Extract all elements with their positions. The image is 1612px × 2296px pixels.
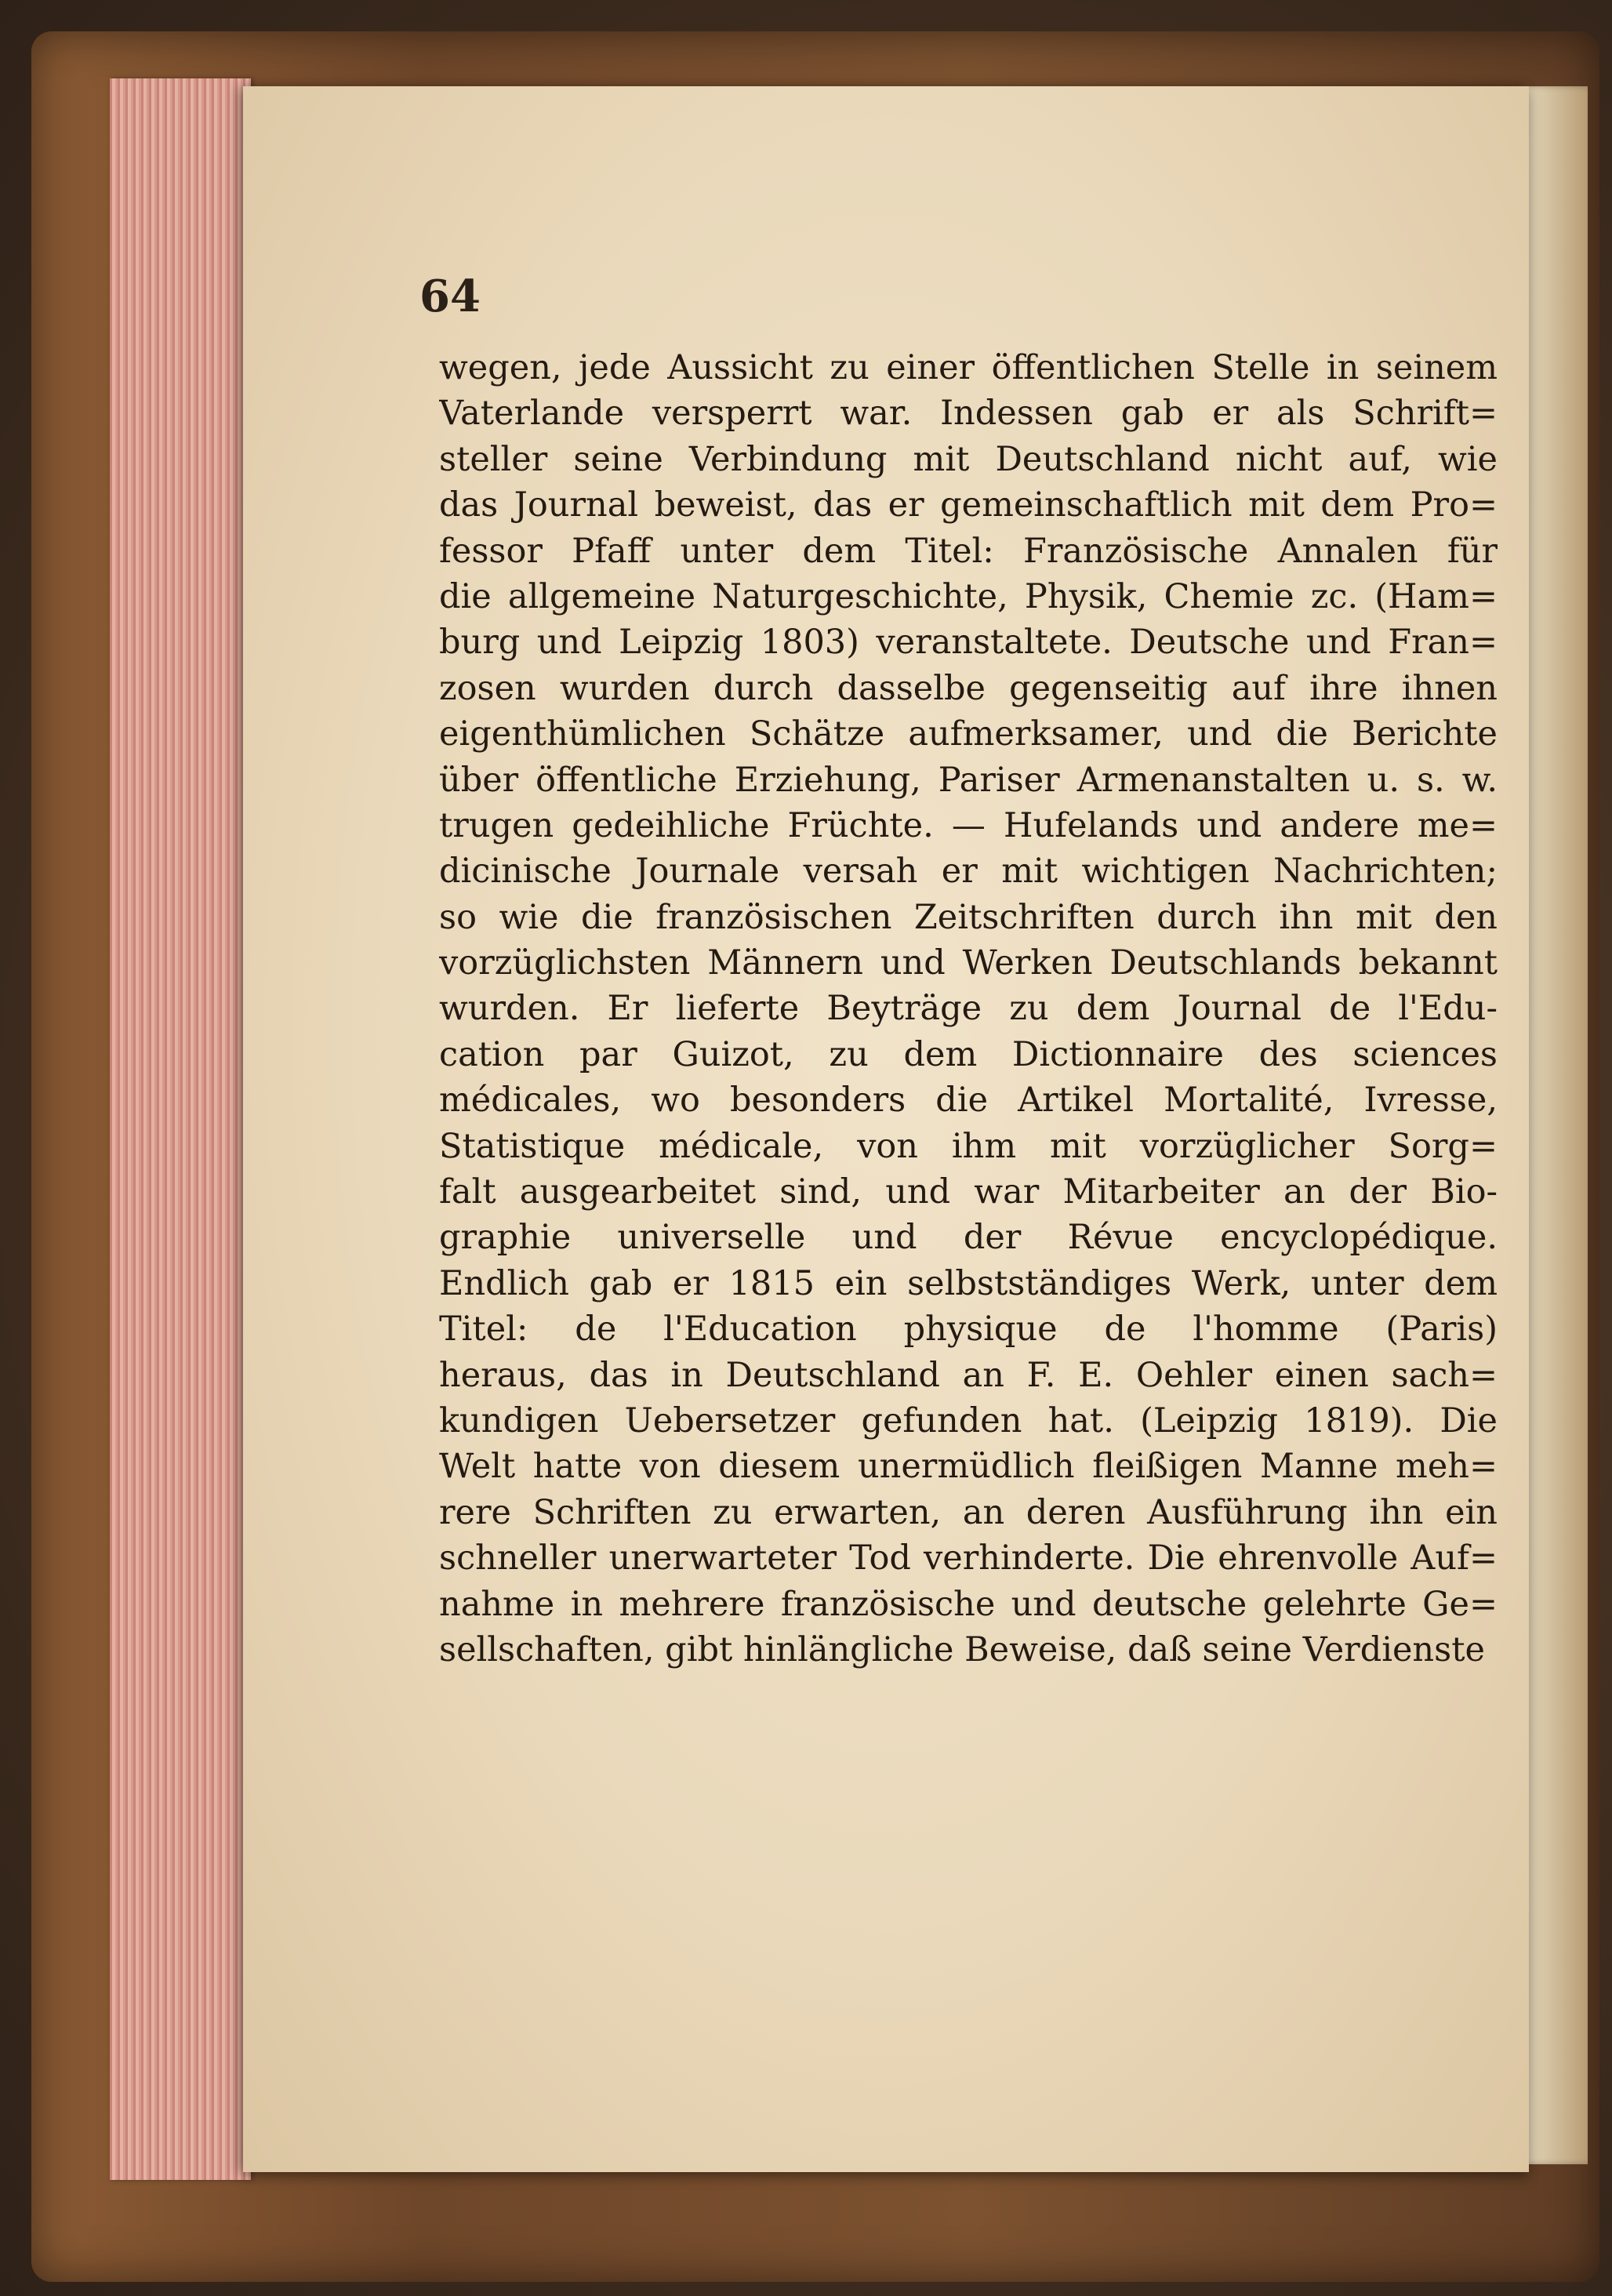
text-line: wurden. Er lieferte Beyträge zu dem Journal de l'Edu-	[439, 989, 1498, 1029]
text-line: rere Schriften zu erwarten, an deren Ausführung ihn ein	[439, 1492, 1498, 1532]
text-line: wegen, jede Aussicht zu einer öffentlichen Stelle in seinem	[439, 348, 1498, 387]
page-body-text	[439, 345, 1498, 1673]
book-page	[243, 86, 1529, 2172]
page-number: 64	[419, 271, 481, 322]
text-line: so wie die französischen Zeitschriften durch ihn mit den	[439, 897, 1498, 937]
text-line: burg und Leipzig 1803) veranstaltete. Deutsche und Fran=	[439, 623, 1498, 663]
text-line: médicales, wo besonders die Artikel Mortalité, Ivresse,	[439, 1081, 1498, 1121]
text-line: eigenthümlichen Schätze aufmerksamer, und die Berichte	[439, 714, 1498, 754]
text-line: steller seine Verbindung mit Deutschland nicht auf, wie	[439, 439, 1498, 479]
text-line: schneller unerwarteter Tod verhinderte. Die ehrenvolle Auf=	[439, 1539, 1498, 1578]
text-line: vorzüglichsten Männern und Werken Deutschlands bekannt	[439, 943, 1498, 983]
text-line: über öffentliche Erziehung, Pariser Armenanstalten u. s. w.	[439, 760, 1498, 800]
text-line: das Journal beweist, das er gemeinschaftlich mit dem Pro=	[439, 485, 1498, 525]
text-line: nahme in mehrere französische und deutsche gelehrte Ge=	[439, 1584, 1498, 1624]
text-line: falt ausgearbeitet sind, und war Mitarbeiter an der Bio-	[439, 1172, 1498, 1212]
text-line: sellschaften, gibt hinlängliche Beweise, daß seine Verdienste	[439, 1629, 1485, 1669]
text-line: cation par Guizot, zu dem Dictionnaire des sciences	[439, 1034, 1498, 1074]
text-line: trugen gedeihliche Früchte. — Hufelands und andere me=	[439, 805, 1498, 845]
text-line: Welt hatte von diesem unermüdlich fleißigen Manne meh=	[439, 1447, 1498, 1487]
text-line: graphie universelle und der Révue encyclopédique.	[439, 1218, 1498, 1258]
text-line: Statistique médicale, von ihm mit vorzüglicher Sorg=	[439, 1126, 1498, 1166]
text-line: die allgemeine Naturgeschichte, Physik, Chemie zc. (Ham=	[439, 576, 1498, 616]
text-line: Vaterlande versperrt war. Indessen gab er als Schrift=	[439, 394, 1498, 434]
page-edges	[110, 78, 251, 2180]
text-line: Endlich gab er 1815 ein selbstständiges Werk, unter dem	[439, 1263, 1498, 1303]
text-line: fessor Pfaff unter dem Titel: Französische Annalen für	[439, 531, 1498, 571]
text-line: dicinische Journale versah er mit wichtigen Nachrichten;	[439, 852, 1498, 892]
text-line: Titel: de l'Education physique de l'homme (Paris)	[439, 1310, 1498, 1350]
text-line: kundigen Uebersetzer gefunden hat. (Leipzig 1819). Die	[439, 1400, 1498, 1440]
text-line: heraus, das in Deutschland an F. E. Oehler einen sach=	[439, 1355, 1498, 1395]
text-line: zosen wurden durch dasselbe gegenseitig auf ihre ihnen	[439, 668, 1498, 708]
